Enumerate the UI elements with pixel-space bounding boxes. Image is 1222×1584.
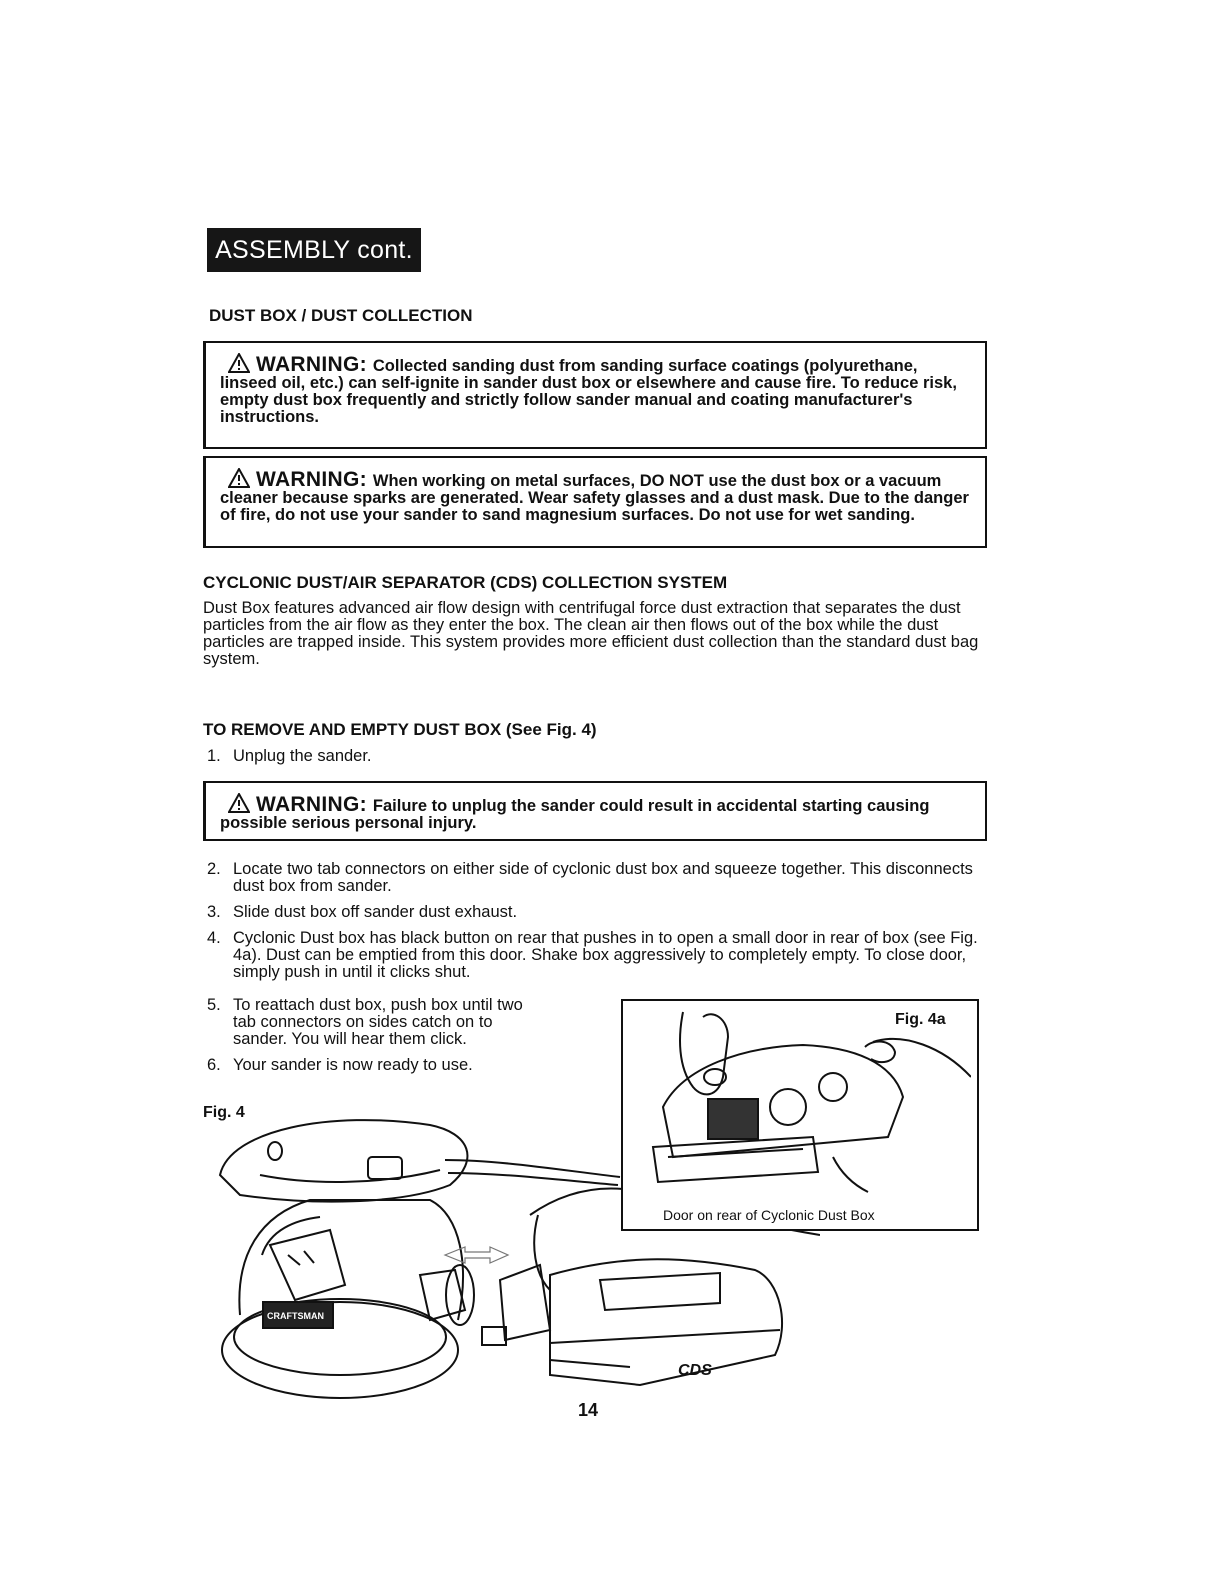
warning-label: WARNING: <box>256 468 367 491</box>
step-number: 2. <box>207 860 221 878</box>
warning-triangle-icon <box>228 793 250 813</box>
warning-triangle-icon <box>228 468 250 488</box>
dust-box-door-illustration <box>633 1007 971 1197</box>
fig4-label: Fig. 4 <box>203 1104 245 1121</box>
page-number: 14 <box>578 1400 599 1420</box>
fig4a-box <box>621 999 979 1231</box>
fig4a-caption: Door on rear of Cyclonic Dust Box <box>663 1207 875 1223</box>
dust-box-shape <box>550 1259 782 1385</box>
step-text: Your sander is now ready to use. <box>233 1056 473 1074</box>
warning-box-metal-surfaces <box>203 456 987 548</box>
step-number: 3. <box>207 903 221 921</box>
step-text: Locate two tab connectors on either side of cyclonic dust box and squeeze together. This disconnects dust box from sander. <box>233 860 973 895</box>
warning-label: WARNING: <box>256 353 367 376</box>
steps-list-top <box>207 748 987 765</box>
list-item <box>207 930 987 981</box>
sander-pad-shape <box>222 1302 458 1398</box>
steps-list-middle <box>207 861 987 981</box>
dust-box-rear-shape <box>663 1045 903 1157</box>
dust-box-heading: DUST BOX / DUST COLLECTION <box>209 306 473 325</box>
list-item <box>207 904 987 921</box>
steps-list-bottom <box>207 997 577 1074</box>
warning-triangle-icon <box>228 353 250 373</box>
step-text: To reattach dust box, push box until two tab connectors on sides catch on to sander. You will hear them click. <box>233 996 523 1048</box>
warning-label: WARNING: <box>256 793 367 816</box>
list-item <box>207 1057 577 1074</box>
cds-logo-text: CDS <box>678 1362 712 1379</box>
step-number: 5. <box>207 996 221 1014</box>
step-number: 6. <box>207 1056 221 1074</box>
warning-text: When working on metal surfaces, DO NOT use the dust box or a vacuum cleaner because sparks are generated. Wear safety glasses and a dust mask. Due to the danger of fire, do not use your sander to sand magnesium surfaces. Do not use for wet sanding. <box>220 472 969 524</box>
step-number: 4. <box>207 929 221 947</box>
warning-box-unplug <box>203 781 987 841</box>
list-item <box>207 861 987 895</box>
craftsman-badge-text: CRAFTSMAN <box>267 1311 324 1321</box>
warning-text: Collected sanding dust from sanding surface coatings (polyurethane, linseed oil, etc.) can self-ignite in sander dust box or elsewhere and cause fire. To reduce risk, empty dust box frequently and strictly follow sander manual and coating manufacturer's instructions. <box>220 357 957 426</box>
step-text: Slide dust box off sander dust exhaust. <box>233 903 518 921</box>
step-number: 1. <box>207 747 221 765</box>
sander-handle-shape <box>220 1120 467 1201</box>
cds-heading: CYCLONIC DUST/AIR SEPARATOR (CDS) COLLECTION SYSTEM <box>203 573 728 592</box>
fig4a-label: Fig. 4a <box>895 1011 946 1028</box>
step-text: Unplug the sander. <box>233 747 372 765</box>
step-text: Cyclonic Dust box has black button on rear that pushes in to open a small door in rear of box (see Fig. 4a). Dust can be emptied from this door. Shake box aggressively to completely empty. To close door, simply push in until it clicks shut. <box>233 929 978 981</box>
list-item <box>207 997 577 1048</box>
section-header-bar: ASSEMBLY cont. <box>207 228 421 272</box>
warning-text: Failure to unplug the sander could result in accidental starting causing possible serious personal injury. <box>220 797 930 832</box>
list-item <box>207 748 987 765</box>
cds-paragraph: Dust Box features advanced air flow design with centrifugal force dust extraction that separates the dust particles from the air flow as they enter the box. The clean air then flows out of the box while the dust particles are trapped inside. This system provides more efficient dust collection than the standard dust bag system. <box>203 599 979 668</box>
remove-dust-box-heading: TO REMOVE AND EMPTY DUST BOX (See Fig. 4) <box>203 720 597 739</box>
warning-box-self-ignite <box>203 341 987 449</box>
